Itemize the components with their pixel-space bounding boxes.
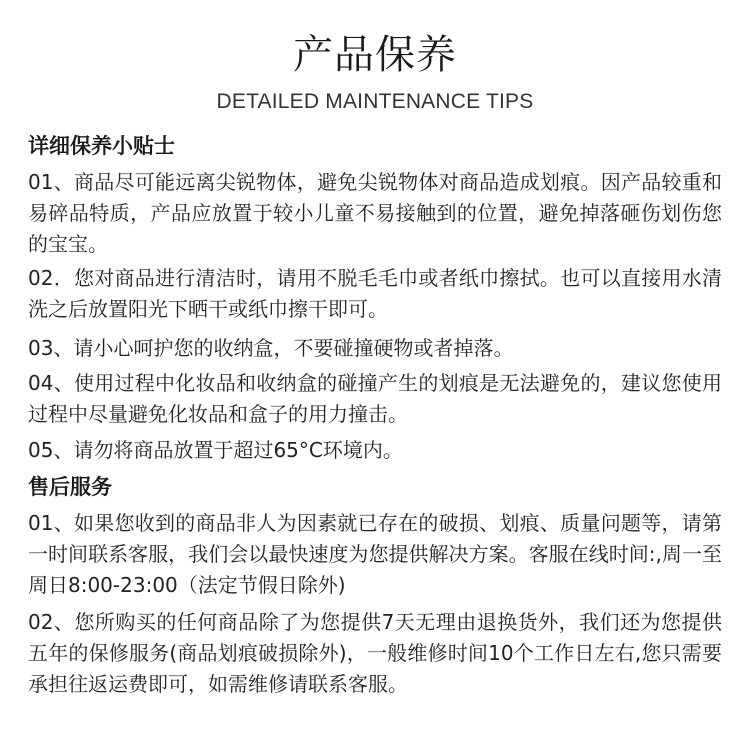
after-sales-heading: 售后服务 (28, 475, 112, 499)
page-subtitle: DETAILED MAINTENANCE TIPS (216, 90, 534, 113)
after-sales-item-01: 01、如果您收到的商品非人为因素就已存在的破损、划痕、质量问题等，请第一时间联系客服，我们会以最快速度为您提供解决方案。客服在线时间:,周一至周日8:00-23:00（法定节假日除外) (28, 511, 722, 597)
page-title: 产品保养 (293, 32, 457, 78)
maintenance-tip-04: 04、使用过程中化妆品和收纳盒的碰撞产生的划痕是无法避免的，建议您使用过程中尽量避免化妆品和盒子的用力撞击。 (28, 371, 722, 426)
maintenance-heading: 详细保养小贴士 (28, 134, 175, 158)
maintenance-tip-02: 02．您对商品进行清洁时，请用不脱毛毛巾或者纸巾擦拭。也可以直接用水清洗之后放置阳光下晒干或纸巾擦干即可。 (28, 266, 722, 321)
maintenance-tip-01: 01、商品尽可能远离尖锐物体，避免尖锐物体对商品造成划痕。因产品较重和易碎品特质，产品应放置于较小儿童不易接触到的位置，避免掉落砸伤划伤您的宝宝。 (28, 170, 722, 256)
maintenance-tip-05: 05、请勿将商品放置于超过65°C环境内。 (28, 438, 403, 462)
after-sales-item-02: 02、您所购买的任何商品除了为您提供7天无理由退换货外，我们还为您提供五年的保修服务(商品划痕破损除外)，一般维修时间10个工作日左右,您只需要承担往返运费即可，如需维修请联系客服。 (28, 610, 722, 696)
maintenance-tip-03: 03、请小心呵护您的收纳盒，不要碰撞硬物或者掉落。 (28, 336, 514, 360)
